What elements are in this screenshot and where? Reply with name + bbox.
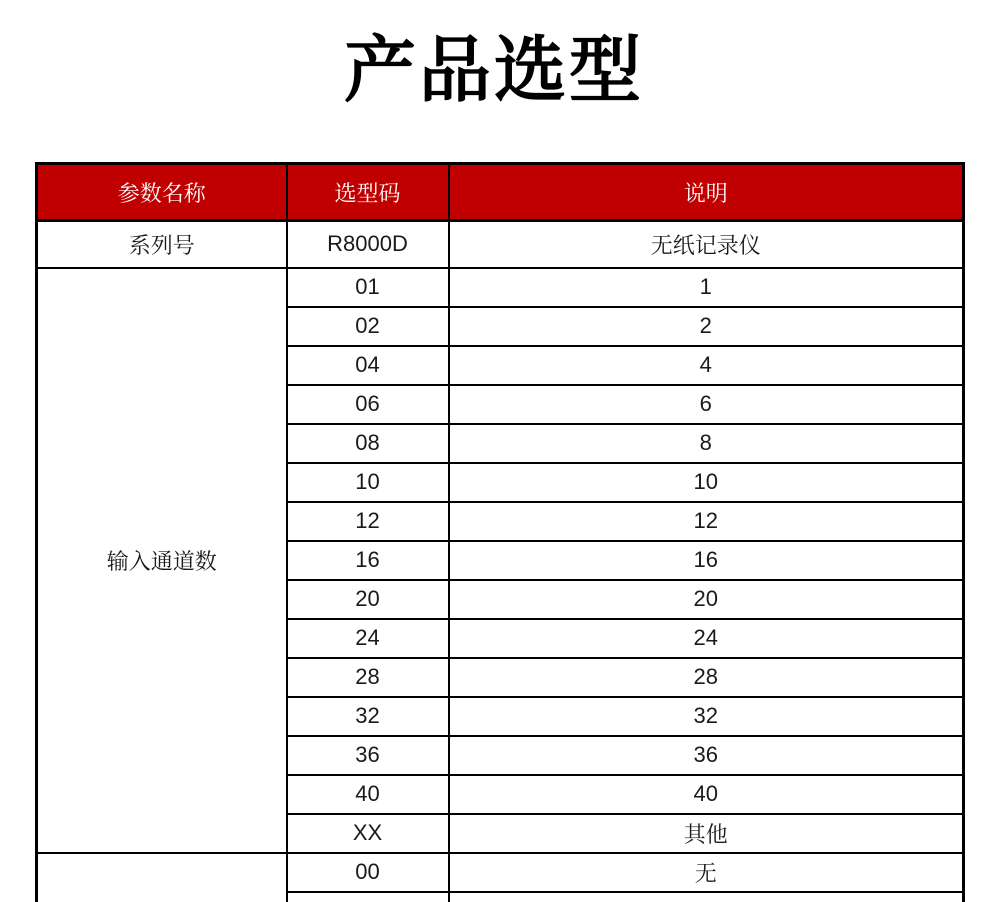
cell-desc: 2 <box>449 307 964 346</box>
cell-desc: 28 <box>449 658 964 697</box>
product-selection-table <box>35 162 965 902</box>
cell-desc: 4 <box>449 346 964 385</box>
cell-desc: 无 <box>449 853 964 892</box>
table-row <box>37 221 964 268</box>
table-row <box>37 853 964 892</box>
cell-code: 40 <box>287 775 449 814</box>
cell-code: 24 <box>287 619 449 658</box>
cell-desc: 40 <box>449 775 964 814</box>
cell-code: 04 <box>287 346 449 385</box>
cell-code: 36 <box>287 736 449 775</box>
cell-desc: 36 <box>449 736 964 775</box>
cell-code: 06 <box>287 385 449 424</box>
cell-desc: 10 <box>449 463 964 502</box>
cell-desc: 8 <box>449 424 964 463</box>
cell-desc: 32 <box>449 697 964 736</box>
column-header-description: 说明 <box>449 164 964 221</box>
cell-param-name: 输入通道数 <box>37 268 287 853</box>
cell-desc: 24 <box>449 619 964 658</box>
cell-desc: 6 <box>449 385 964 424</box>
cell-desc <box>449 892 964 902</box>
cell-desc: 12 <box>449 502 964 541</box>
cell-desc: 其他 <box>449 814 964 853</box>
cell-code: 02 <box>287 307 449 346</box>
header-row <box>37 164 964 221</box>
cell-code: R8000D <box>287 221 449 268</box>
cell-desc: 16 <box>449 541 964 580</box>
page-title: 产品选型 <box>343 31 644 111</box>
cell-param-name <box>37 853 287 902</box>
table-row <box>37 268 964 307</box>
cell-desc: 无纸记录仪 <box>449 221 964 268</box>
cell-code: 16 <box>287 541 449 580</box>
cell-code: 12 <box>287 502 449 541</box>
cell-desc: 20 <box>449 580 964 619</box>
cell-code: 28 <box>287 658 449 697</box>
cell-code: 32 <box>287 697 449 736</box>
column-header-parameter-name: 参数名称 <box>37 164 287 221</box>
column-header-selection-code: 选型码 <box>287 164 449 221</box>
cell-code <box>287 892 449 902</box>
cell-code: XX <box>287 814 449 853</box>
cell-desc: 1 <box>449 268 964 307</box>
cell-code: 20 <box>287 580 449 619</box>
cell-param-name: 系列号 <box>37 221 287 268</box>
cell-code: 00 <box>287 853 449 892</box>
cell-code: 08 <box>287 424 449 463</box>
table-header <box>37 164 964 221</box>
cell-code: 10 <box>287 463 449 502</box>
cell-code: 01 <box>287 268 449 307</box>
